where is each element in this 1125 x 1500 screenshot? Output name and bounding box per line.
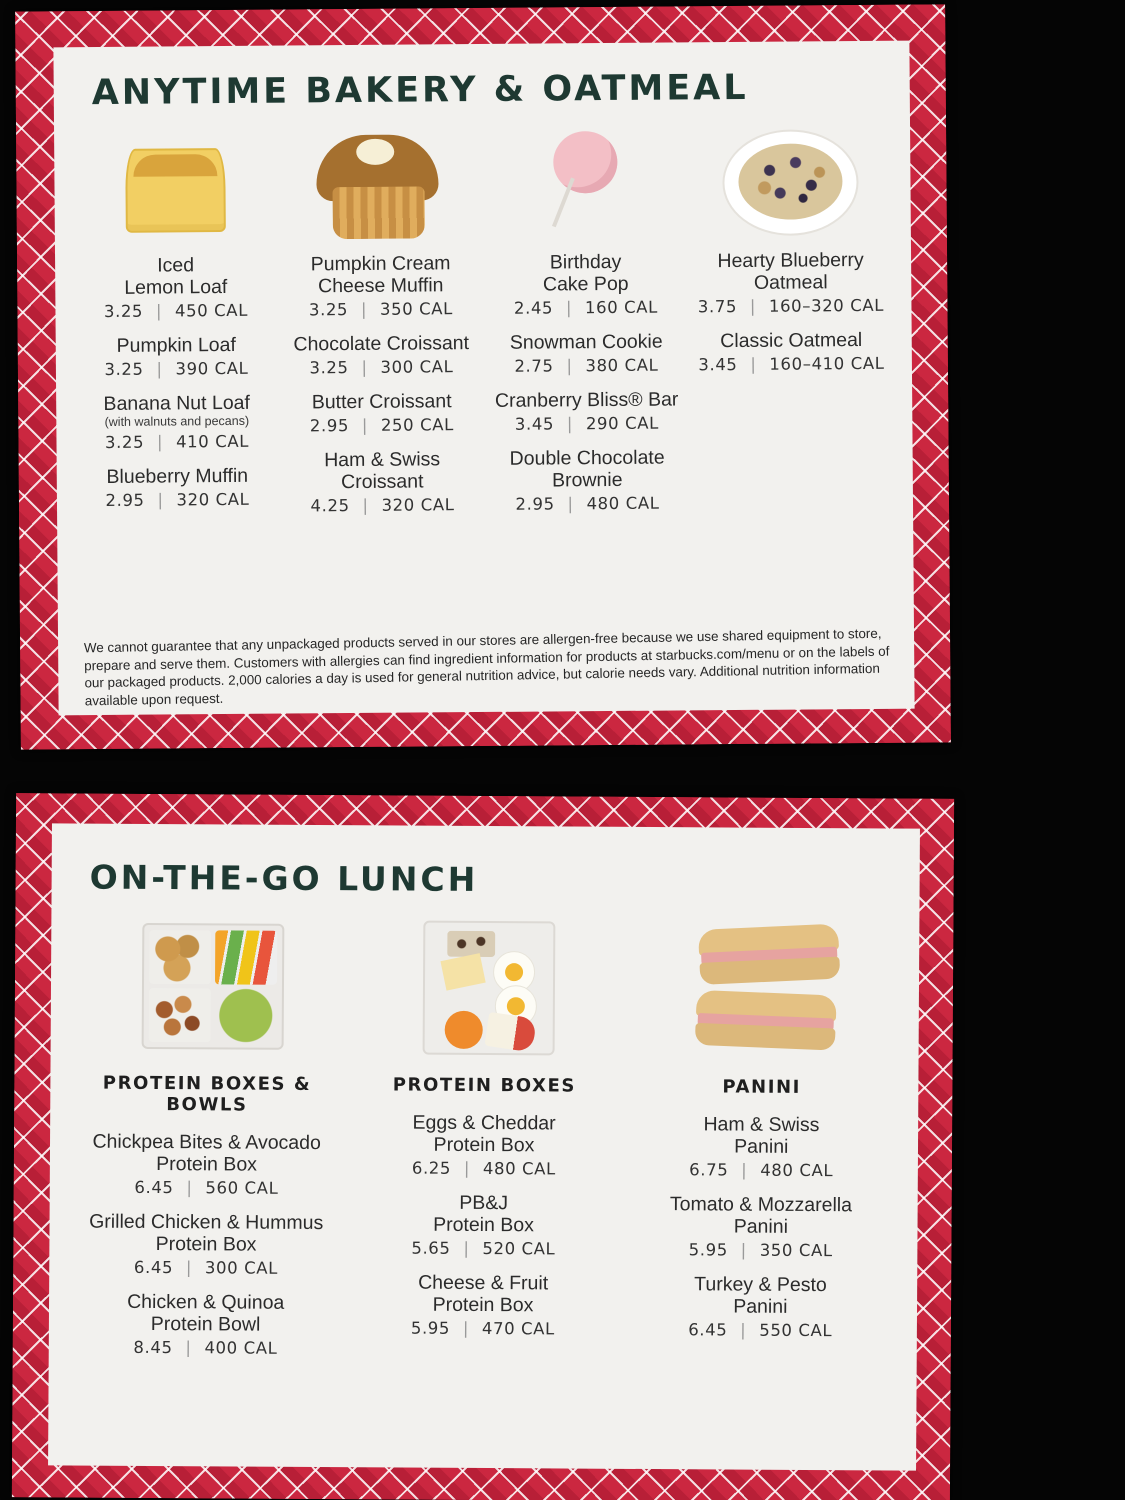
list-item[interactable]: [622, 1113, 900, 1181]
calorie-value: 470 CAL: [481, 1318, 555, 1339]
calorie-value: 560 CAL: [205, 1178, 279, 1198]
calorie-value: 400 CAL: [204, 1338, 278, 1358]
price-separator: |: [463, 1238, 470, 1258]
price-value: 3.75: [697, 297, 738, 317]
column-protein-boxes: [344, 912, 624, 1374]
item-name: Eggs & Cheddar Protein Box: [412, 1111, 556, 1157]
price-value: 2.95: [309, 416, 350, 436]
item-price: [483, 297, 688, 318]
chickpea-bites-protein-box-icon: [117, 917, 298, 1066]
price-value: 6.45: [133, 1257, 174, 1278]
item-name: PB&J Protein Box: [433, 1191, 534, 1237]
price-separator: |: [740, 1320, 747, 1340]
price-value: 2.95: [515, 494, 555, 514]
price-value: 5.95: [410, 1318, 451, 1338]
calorie-value: 350 CAL: [759, 1240, 833, 1261]
list-item[interactable]: [345, 1111, 623, 1179]
calorie-value: 160–320 CAL: [768, 295, 885, 316]
price-separator: |: [463, 1158, 471, 1178]
price-separator: |: [156, 359, 163, 379]
item-name: Cranberry Bliss® Bar: [494, 388, 679, 412]
price-value: 2.95: [105, 490, 145, 510]
price-separator: |: [749, 296, 757, 316]
calorie-value: 300 CAL: [380, 357, 454, 377]
list-item[interactable]: [67, 1290, 345, 1358]
list-item[interactable]: [68, 1130, 346, 1198]
calorie-value: 450 CAL: [174, 300, 249, 321]
calorie-value: 390 CAL: [175, 358, 249, 379]
item-price: [279, 415, 484, 436]
item-price: [344, 1318, 621, 1339]
allergen-disclaimer: We cannot guarantee that any unpackaged products served in our stores are allergen-free because we use shared equipment to store, prepare and serve them. Customers with allergies can find ingredient information for products at starbucks.com/menu or on the labels of our packaged products. 2,000 calories a day is used for general nutrition advice, but calorie needs vary. Additional nutrition information available upon request.: [83, 625, 890, 708]
list-item[interactable]: [485, 446, 691, 514]
lunch-board-inner: [48, 823, 920, 1470]
price-value: 8.45: [133, 1337, 173, 1358]
calorie-value: 480 CAL: [482, 1159, 556, 1179]
calorie-value: 520 CAL: [482, 1238, 556, 1259]
eggs-and-cheddar-protein-box-icon: [394, 918, 575, 1067]
price-value: 6.75: [689, 1160, 729, 1180]
item-price: [345, 1158, 622, 1179]
item-name: Snowman Cookie: [509, 330, 663, 354]
item-name: Butter Croissant: [311, 390, 452, 414]
price-value: 4.25: [310, 496, 350, 516]
item-name: Chickpea Bites & Avocado Protein Box: [92, 1130, 321, 1176]
item-price: [68, 1177, 345, 1198]
column-oatmeal: [687, 115, 895, 527]
price-value: 2.75: [514, 356, 554, 376]
item-price: [279, 357, 484, 378]
item-price: [345, 1238, 622, 1259]
item-name: Classic Oatmeal: [720, 329, 863, 353]
list-item[interactable]: [75, 465, 280, 511]
item-name: Pumpkin Loaf: [116, 333, 236, 357]
column-sweets: [482, 116, 690, 528]
item-name: Turkey & Pesto Panini: [694, 1273, 827, 1318]
price-separator: |: [185, 1258, 193, 1278]
list-item[interactable]: [622, 1193, 900, 1261]
list-item[interactable]: [74, 392, 279, 453]
item-name: Pumpkin Cream Cheese Muffin: [310, 252, 451, 298]
item-name: Double Chocolate Brownie: [509, 446, 665, 492]
price-value: 3.25: [104, 359, 144, 379]
item-subtext: (with walnuts and pecans): [104, 413, 250, 429]
page-title-lunch: ON-THE-GO LUNCH: [89, 857, 479, 899]
price-separator: |: [155, 301, 163, 321]
item-price: [280, 495, 485, 516]
price-separator: |: [361, 357, 368, 377]
price-separator: |: [156, 432, 164, 452]
price-value: 3.45: [698, 355, 738, 375]
calorie-value: 550 CAL: [759, 1320, 833, 1341]
price-separator: |: [566, 356, 573, 376]
price-value: 3.25: [308, 300, 349, 320]
price-value: 3.25: [103, 301, 144, 321]
item-name: Tomato & Mozzarella Panini: [669, 1193, 853, 1238]
category-heading: PANINI: [722, 1076, 802, 1098]
calorie-value: 300 CAL: [204, 1258, 278, 1278]
list-item[interactable]: [689, 329, 894, 375]
price-value: 6.45: [134, 1177, 174, 1198]
list-item[interactable]: [279, 390, 484, 436]
list-item[interactable]: [621, 1273, 899, 1341]
list-item[interactable]: [280, 448, 486, 516]
list-item[interactable]: [278, 252, 484, 320]
lunch-columns: [49, 910, 920, 1375]
item-price: [74, 359, 279, 380]
price-separator: |: [741, 1160, 748, 1180]
item-price: [622, 1240, 899, 1261]
price-value: 6.25: [411, 1158, 452, 1178]
column-panini: [621, 914, 901, 1376]
item-price: [75, 490, 280, 511]
price-separator: |: [362, 495, 369, 515]
price-value: 5.65: [411, 1238, 451, 1258]
item-price: [484, 413, 689, 434]
item-price: [74, 432, 279, 453]
price-separator: |: [740, 1240, 747, 1260]
calorie-value: 320 CAL: [176, 489, 250, 510]
item-price: [278, 299, 483, 320]
item-price: [622, 1160, 899, 1181]
pumpkin-cream-cheese-muffin-icon: [290, 124, 471, 245]
price-separator: |: [360, 299, 368, 319]
calorie-value: 290 CAL: [585, 413, 659, 434]
list-item[interactable]: [345, 1191, 623, 1259]
calorie-value: 480 CAL: [586, 493, 660, 514]
price-value: 3.45: [514, 414, 555, 434]
birthday-cake-pop-icon: [495, 122, 676, 243]
price-separator: |: [565, 298, 573, 318]
item-price: [73, 301, 278, 322]
item-price: [67, 1257, 344, 1278]
category-heading: PROTEIN BOXES: [392, 1074, 577, 1097]
list-item[interactable]: [484, 388, 689, 434]
list-item[interactable]: [344, 1271, 622, 1339]
calorie-value: 410 CAL: [175, 431, 250, 452]
hearty-blueberry-oatmeal-icon: [700, 121, 881, 242]
column-loaves: [72, 120, 280, 532]
item-price: [621, 1320, 898, 1341]
price-value: 3.25: [309, 358, 349, 378]
item-price: [484, 355, 689, 376]
item-name: Hearty Blueberry Oatmeal: [717, 249, 864, 294]
price-separator: |: [567, 494, 574, 514]
item-name: Birthday Cake Pop: [542, 250, 629, 296]
calorie-value: 160 CAL: [584, 297, 659, 318]
bakery-menu-board: [15, 4, 951, 749]
price-separator: |: [186, 1178, 193, 1198]
item-price: [689, 354, 894, 375]
item-name: Ham & Swiss Croissant: [324, 448, 441, 494]
item-name: Banana Nut Loaf: [103, 391, 250, 415]
lemon-loaf-slice-icon: [85, 126, 266, 247]
bakery-columns: [54, 115, 913, 532]
item-price: [688, 296, 893, 317]
price-separator: |: [566, 414, 574, 434]
list-item[interactable]: [483, 250, 689, 318]
price-value: 2.45: [513, 298, 554, 318]
price-separator: |: [462, 1318, 470, 1338]
price-separator: |: [185, 1338, 192, 1358]
price-value: 5.95: [688, 1240, 728, 1260]
calorie-value: 480 CAL: [760, 1160, 834, 1181]
category-heading: PROTEIN BOXES & BOWLS: [102, 1072, 312, 1116]
list-item[interactable]: [73, 254, 279, 322]
column-protein-boxes-bowls: [67, 910, 347, 1372]
list-item[interactable]: [67, 1210, 345, 1278]
price-separator: |: [157, 490, 164, 510]
item-name: Chicken & Quinoa Protein Bowl: [127, 1290, 285, 1336]
item-name: Grilled Chicken & Hummus Protein Box: [89, 1210, 324, 1256]
calorie-value: 250 CAL: [380, 415, 454, 435]
item-name: Cheese & Fruit Protein Box: [418, 1271, 549, 1317]
price-value: 6.45: [688, 1320, 728, 1340]
calorie-value: 320 CAL: [381, 495, 455, 515]
price-separator: |: [750, 354, 757, 374]
page-title-bakery: ANYTIME BAKERY & OATMEAL: [91, 67, 749, 114]
list-item[interactable]: [688, 249, 894, 317]
item-name: Ham & Swiss Panini: [703, 1113, 820, 1158]
list-item[interactable]: [74, 334, 279, 380]
calorie-value: 380 CAL: [585, 355, 659, 376]
item-price: [67, 1337, 344, 1358]
item-name: Blueberry Muffin: [106, 464, 249, 488]
price-value: 3.25: [104, 432, 145, 452]
price-separator: |: [361, 415, 369, 435]
list-item[interactable]: [484, 330, 689, 376]
item-price: [485, 493, 690, 514]
calorie-value: 160–410 CAL: [769, 353, 885, 374]
list-item[interactable]: [279, 332, 484, 378]
lunch-menu-board: [12, 793, 954, 1500]
column-muffins-croissants: [277, 118, 485, 530]
calorie-value: 350 CAL: [379, 299, 454, 319]
item-name: Chocolate Croissant: [293, 332, 470, 356]
item-name: Iced Lemon Loaf: [124, 254, 228, 299]
ham-and-swiss-panini-icon: [672, 920, 853, 1069]
bakery-board-inner: [53, 41, 914, 716]
